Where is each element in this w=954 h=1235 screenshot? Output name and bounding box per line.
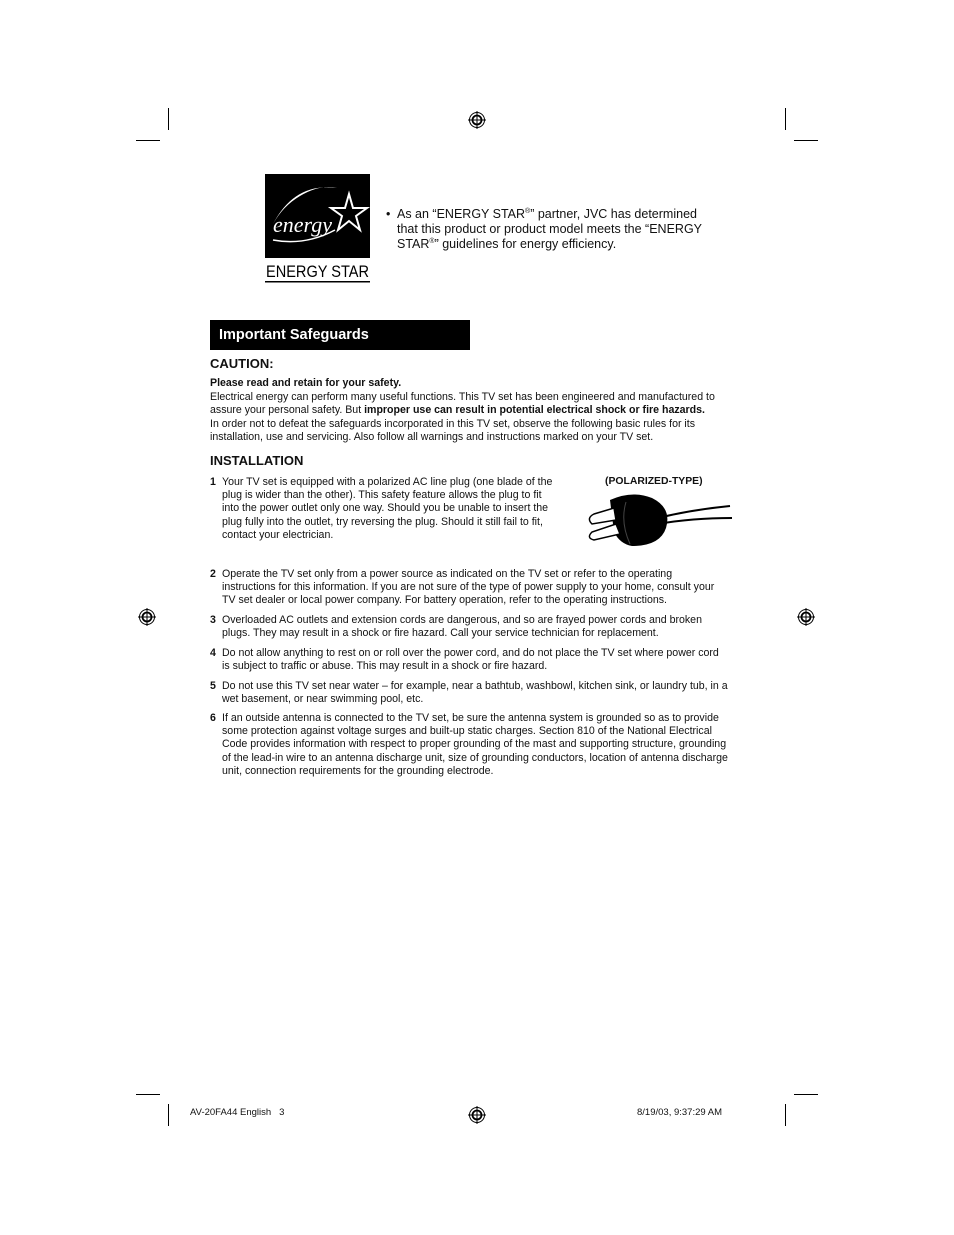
crop-mark: [794, 140, 818, 141]
logo-name-text: ENERGY STAR: [266, 262, 369, 281]
installation-heading: INSTALLATION: [210, 453, 304, 468]
footer-file-info: AV-20FA44 English 3: [190, 1107, 285, 1118]
registration-mark-icon: [468, 1106, 486, 1124]
crop-mark: [136, 1094, 160, 1095]
section-title: Important Safeguards: [210, 320, 470, 350]
crop-mark: [168, 1104, 169, 1126]
crop-mark: [785, 108, 786, 130]
logo-script-text: energy: [273, 212, 333, 237]
registration-mark-icon: [138, 608, 156, 626]
polarized-plug-illustration: [580, 488, 735, 550]
energy-star-logo: [265, 174, 370, 284]
intro-paragraph: Please read and retain for your safety. Electrical energy can perform many useful functions. This TV set has been engineered and manufactured to assure your personal safety. But improper use can result in potential electrical shock or fire hazards. In order not to defeat the safeguards incorporated in this TV set, observe the following basic rules for its installation, use and servicing. Also follow all warnings and instructions marked on your TV set.: [210, 377, 715, 444]
crop-mark: [785, 1104, 786, 1126]
crop-mark: [168, 108, 169, 130]
crop-mark: [136, 140, 160, 141]
footer-timestamp: 8/19/03, 9:37:29 AM: [637, 1107, 723, 1118]
energy-star-statement: • As an “ENERGY STAR®” partner, JVC has determined that this product or product model meets the “ENERGY STAR®” guidelines for energy efficiency.: [386, 207, 702, 251]
plug-label: (POLARIZED-TYPE): [605, 476, 703, 487]
crop-mark: [794, 1094, 818, 1095]
registration-mark-icon: [797, 608, 815, 626]
bullet: •: [386, 207, 391, 221]
registration-mark-icon: [468, 111, 486, 129]
caution-heading: CAUTION:: [210, 356, 274, 371]
